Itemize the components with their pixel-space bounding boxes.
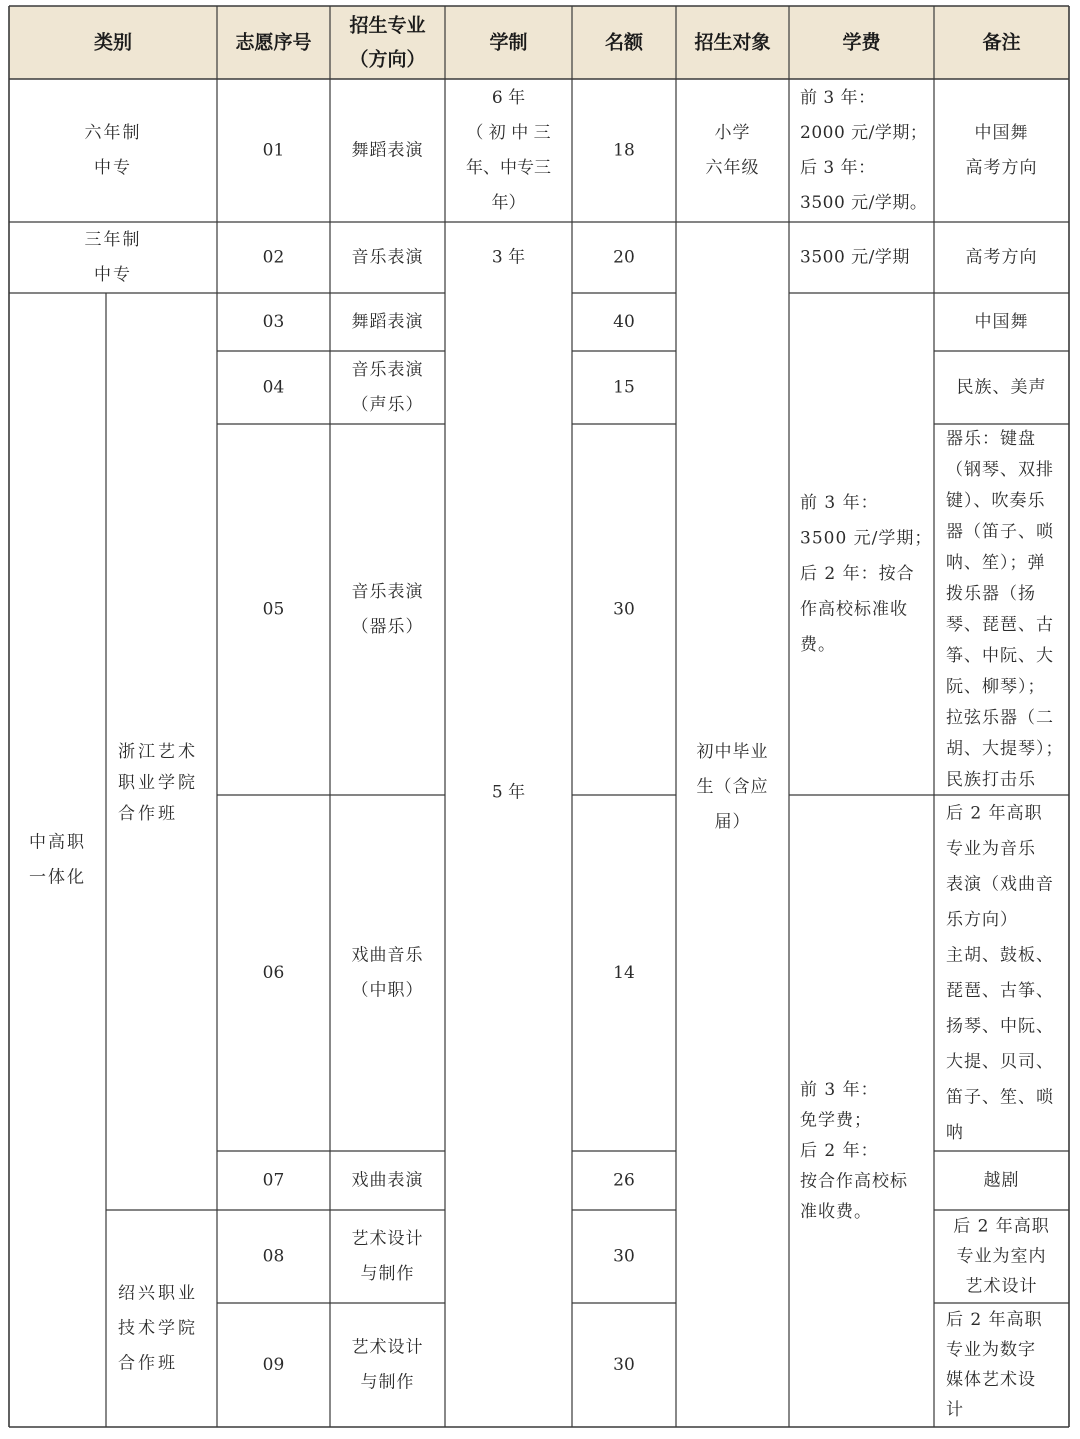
remark-text: 筝、中阮、大	[946, 646, 1054, 666]
tuition-cell: 后 2 年：	[800, 1141, 879, 1161]
remark-text: 中国舞	[974, 123, 1029, 143]
remark-text: 艺术设计	[965, 1276, 1038, 1297]
tuition-cell: 费。	[800, 635, 836, 655]
table-text	[29, 14, 1064, 1421]
remark-text: 笛子、笙、唢	[946, 1087, 1054, 1108]
column-header: 名额	[604, 31, 644, 54]
remark-text: 拨乐器（扬	[946, 584, 1036, 604]
tuition-cell: 前 3 年：	[800, 493, 879, 513]
category-cell: 浙江艺术	[118, 742, 198, 762]
remark-text: 专业为室内	[956, 1246, 1047, 1267]
column-header: （方向）	[349, 48, 426, 71]
quota-value: 20	[613, 247, 635, 268]
choice-number: 06	[262, 963, 285, 983]
remark-text: 拉弦乐器（二	[946, 708, 1054, 728]
major-name: 舞蹈表演	[351, 312, 424, 332]
tuition-cell: 后 3 年：	[800, 158, 876, 178]
major-name: 与制作	[360, 1264, 415, 1284]
major-name: （器乐）	[351, 617, 424, 637]
major-name: （声乐）	[351, 395, 424, 415]
category-cell: 技术学院	[118, 1318, 198, 1339]
remark-text: 民族打击乐	[946, 770, 1036, 790]
remark-text: 琵琶、古筝、	[946, 980, 1054, 1001]
tuition-cell: 2000 元/学期；	[800, 123, 928, 143]
remark-text: 后 2 年高职	[946, 1310, 1043, 1330]
remark-text: 专业为音乐	[946, 838, 1036, 859]
target-cell: 届）	[714, 812, 751, 832]
quota-value: 18	[613, 140, 635, 161]
tuition-cell: 3500 元/学期。	[800, 193, 928, 213]
column-header: 学制	[489, 31, 528, 54]
duration-cell: 5 年	[491, 782, 526, 803]
remark-text: 键）、吹奏乐	[946, 491, 1046, 511]
remark-text: 主胡、鼓板、	[946, 945, 1054, 966]
tuition-cell: 按合作高校标	[800, 1171, 908, 1192]
column-header: 学费	[842, 31, 881, 54]
target-cell: 六年级	[705, 158, 760, 178]
major-name: 音乐表演	[351, 247, 424, 268]
category-cell: 中高职	[29, 832, 86, 853]
category-cell: 绍兴职业	[118, 1283, 198, 1304]
quota-value: 30	[613, 1355, 635, 1375]
category-cell: 中专	[94, 265, 132, 285]
remark-text: 扬琴、中阮、	[946, 1016, 1054, 1037]
remark-text: 专业为数字	[946, 1340, 1036, 1360]
quota-value: 14	[613, 963, 635, 983]
tuition-cell: 3500 元/学期；	[800, 528, 933, 549]
duration-cell: 年、中专三	[466, 158, 551, 178]
category-cell: 一体化	[29, 867, 86, 888]
remark-text: 媒体艺术设	[946, 1370, 1036, 1390]
choice-number: 04	[262, 377, 285, 398]
quota-value: 30	[613, 1246, 635, 1267]
remark-text: （钢琴、双排	[946, 460, 1054, 480]
target-cell: 初中毕业	[696, 742, 769, 762]
major-name: 艺术设计	[351, 1229, 424, 1249]
category-cell: 中专	[94, 158, 132, 178]
choice-number: 05	[262, 599, 285, 620]
remark-text: 器（笛子、唢	[946, 522, 1054, 542]
remark-text: 后 2 年高职	[946, 803, 1043, 824]
target-cell: 生（含应	[696, 777, 769, 797]
remark-text: 民族、美声	[956, 377, 1047, 398]
quota-value: 30	[613, 599, 635, 620]
remark-text: 胡、大提琴）；	[946, 739, 1064, 759]
duration-cell: （ 初 中 三	[466, 123, 551, 143]
major-name: 艺术设计	[351, 1337, 424, 1358]
choice-number: 09	[262, 1355, 285, 1375]
header-row-background	[9, 6, 1069, 79]
choice-number: 01	[262, 140, 285, 161]
category-cell: 六年制	[84, 123, 142, 143]
major-name: 戏曲音乐	[351, 945, 424, 966]
duration-cell: 3 年	[491, 247, 526, 268]
column-header: 备注	[982, 31, 1021, 54]
tuition-cell: 准收费。	[800, 1202, 872, 1222]
remark-text: 高考方向	[965, 247, 1038, 268]
duration-cell: 年）	[491, 193, 526, 213]
choice-number: 08	[262, 1246, 285, 1267]
choice-number: 02	[262, 247, 285, 268]
tuition-cell: 后 2 年：按合	[800, 564, 915, 584]
major-name: （中职）	[351, 980, 424, 1001]
target-cell: 小学	[714, 123, 751, 143]
quota-value: 40	[613, 312, 635, 332]
category-cell: 合作班	[118, 804, 178, 824]
tuition-cell: 3500 元/学期	[800, 247, 910, 268]
remark-text: 呐	[946, 1122, 964, 1143]
remark-text: 后 2 年高职	[953, 1216, 1050, 1237]
major-name: 戏曲表演	[351, 1170, 424, 1191]
quota-value: 15	[613, 377, 635, 398]
remark-text: 表演（戏曲音	[946, 874, 1054, 895]
major-name: 音乐表演	[351, 360, 424, 380]
tuition-cell: 免学费；	[800, 1110, 872, 1131]
remark-text: 乐方向）	[946, 909, 1018, 930]
tuition-cell: 前 3 年：	[800, 1080, 879, 1100]
remark-text: 计	[946, 1400, 964, 1420]
quota-value: 26	[613, 1170, 635, 1191]
category-cell: 职业学院	[118, 773, 198, 793]
remark-text: 中国舞	[974, 312, 1029, 332]
category-cell: 三年制	[84, 230, 142, 250]
category-cell: 合作班	[118, 1353, 178, 1374]
major-name: 与制作	[360, 1372, 415, 1393]
remark-text: 高考方向	[965, 158, 1038, 178]
major-name: 舞蹈表演	[351, 140, 424, 161]
duration-cell: 6 年	[491, 88, 526, 108]
choice-number: 07	[262, 1170, 285, 1191]
column-header: 志愿序号	[235, 31, 312, 54]
major-name: 音乐表演	[351, 582, 424, 602]
column-header: 招生对象	[694, 31, 771, 54]
tuition-cell: 作高校标准收	[800, 599, 908, 620]
remark-text: 呐、笙）；弹	[946, 553, 1046, 573]
choice-number: 03	[262, 312, 285, 332]
remark-text: 越剧	[983, 1170, 1020, 1191]
remark-text: 大提、贝司、	[946, 1051, 1054, 1072]
column-header: 招生专业	[349, 14, 426, 37]
remark-text: 阮、柳琴）；	[946, 677, 1046, 697]
table-grid-lines	[9, 6, 1069, 1427]
tuition-cell: 前 3 年：	[800, 88, 876, 108]
remark-text: 器乐：键盘	[946, 429, 1036, 449]
remark-text: 琴、琵琶、古	[946, 615, 1054, 635]
column-header: 类别	[93, 31, 133, 54]
